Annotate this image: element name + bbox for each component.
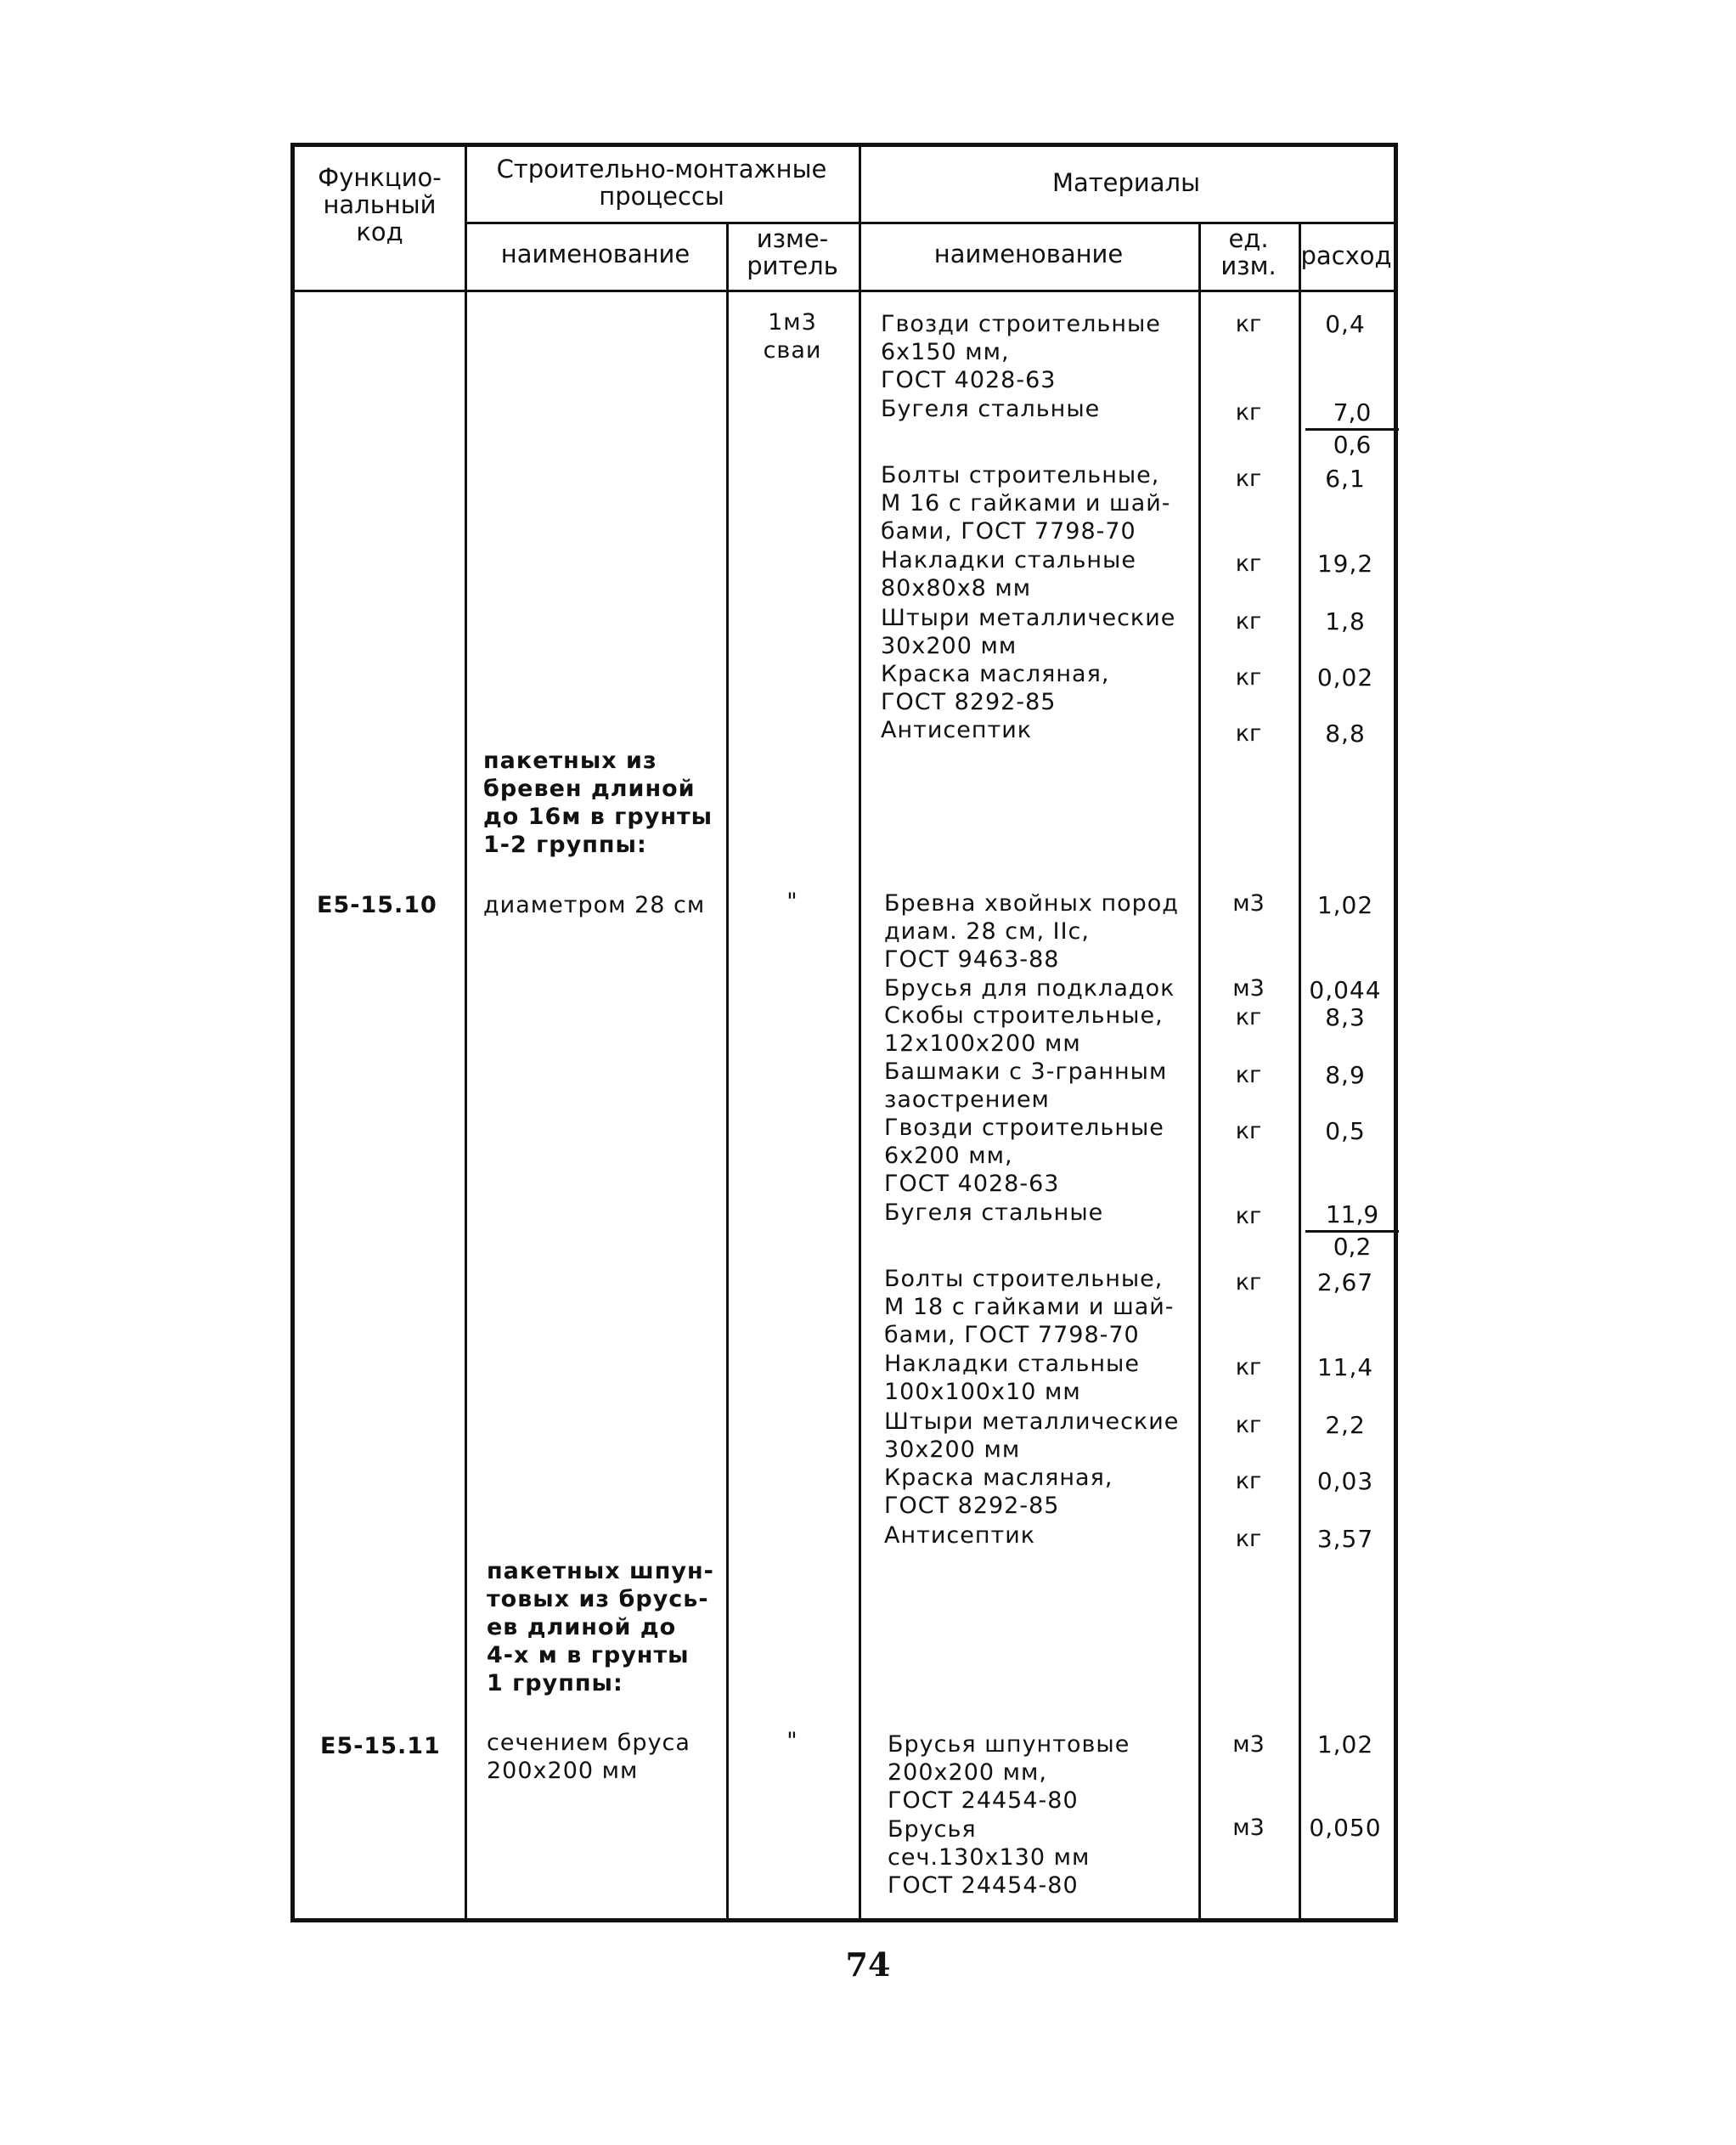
material-name: Краска масляная, ГОСТ 8292-85	[881, 661, 1110, 715]
col-divider-2	[726, 222, 729, 1918]
material-name: Гвозди строительные 6x200 мм, ГОСТ 4028-63	[884, 1115, 1164, 1197]
top-block-meter: 1м3 сваи	[763, 309, 822, 364]
material-rate: 8,3	[1325, 1003, 1366, 1031]
material-name: Гвозди строительные 6x150 мм, ГОСТ 4028-63	[881, 311, 1161, 393]
material-name: Антисептик	[881, 717, 1033, 743]
material-name: Болты строительные, М 18 с гайками и шай- бами, ГОСТ 7798-70	[884, 1266, 1175, 1348]
material-unit: кг	[1235, 1468, 1262, 1494]
material-name: Штыри металлические 30x200 мм	[884, 1408, 1180, 1463]
material-unit: м3	[1232, 1731, 1265, 1758]
material-rate: 1,8	[1325, 607, 1366, 635]
material-name: Штыри металлические 30x200 мм	[881, 605, 1176, 659]
material-name: Бревна хвойных пород диам. 28 см, IIс, ГОСТ 9463-88	[884, 890, 1179, 973]
page-number: 74	[845, 1945, 891, 1984]
material-name: Скобы строительные, 12x100x200 мм	[884, 1002, 1164, 1057]
material-name: Брусья для подкладок	[884, 975, 1175, 1002]
material-unit: м3	[1232, 1815, 1265, 1841]
col-divider-3	[859, 147, 861, 1918]
material-rate: 0,5	[1325, 1117, 1366, 1145]
header-bottom-line	[295, 290, 1394, 292]
material-unit: кг	[1235, 399, 1262, 426]
material-unit: кг	[1235, 466, 1262, 492]
material-rate: 0,03	[1316, 1467, 1374, 1495]
header-mat-unit: ед. изм.	[1220, 224, 1277, 280]
col-divider-1	[465, 147, 467, 1918]
material-unit: кг	[1235, 1203, 1262, 1229]
material-name: Накладки стальные 80x80x8 мм	[881, 547, 1136, 601]
material-name: Болты строительные, М 16 с гайками и шай- бами, ГОСТ 7798-70	[881, 462, 1171, 545]
rate-denominator: 0,2	[1333, 1233, 1372, 1261]
material-unit: кг	[1235, 1526, 1262, 1552]
material-unit: кг	[1235, 311, 1262, 337]
material-unit: кг	[1235, 720, 1262, 747]
material-rate: 11,4	[1316, 1353, 1374, 1381]
material-rate: 6,1	[1325, 465, 1366, 493]
process-name: сечением бруса 200x200 мм	[487, 1730, 690, 1784]
material-rate: 1,02	[1316, 1730, 1374, 1758]
material-unit: кг	[1235, 608, 1262, 635]
material-name: Брусья сеч.130x130 мм ГОСТ 24454-80	[888, 1816, 1091, 1899]
material-unit: кг	[1235, 1412, 1262, 1438]
func-code: Е5-15.10	[317, 892, 437, 918]
group-heading: пакетных шпун- товых из брусь- ев длиной до 4-х м в грунты 1 группы:	[487, 1558, 714, 1696]
material-rate: 2,2	[1325, 1411, 1366, 1439]
material-name: Бугеля стальные	[884, 1200, 1104, 1226]
material-name: Краска масляная, ГОСТ 8292-85	[884, 1465, 1113, 1519]
material-name: Антисептик	[884, 1522, 1036, 1549]
process-meter: "	[786, 1728, 798, 1754]
func-code: Е5-15.11	[320, 1733, 441, 1759]
materials-table	[290, 143, 1398, 1922]
header-proc-meter: изме- ритель	[747, 224, 838, 280]
process-meter: "	[786, 889, 798, 915]
material-name: Башмаки с 3-гранным заострением	[884, 1058, 1168, 1113]
material-unit: кг	[1235, 1354, 1262, 1380]
material-name: Бугеля стальные	[881, 396, 1101, 422]
material-name: Брусья шпунтовые 200x200 мм, ГОСТ 24454-80	[888, 1731, 1130, 1814]
material-unit: кг	[1235, 664, 1262, 691]
material-unit: кг	[1235, 550, 1262, 577]
header-mat-name: наименование	[933, 240, 1124, 268]
header-mat-rate: расход	[1300, 241, 1392, 270]
group-heading: пакетных из бревен длиной до 16м в грунты 1-2 группы:	[483, 748, 713, 858]
material-rate: 0,4	[1325, 310, 1366, 338]
header-processes: Строительно-монтажные процессы	[496, 155, 827, 211]
material-rate: 0,044	[1309, 976, 1382, 1004]
material-unit: м3	[1232, 975, 1265, 1002]
material-rate: 3,57	[1316, 1525, 1374, 1553]
material-unit: кг	[1235, 1118, 1262, 1144]
material-rate: 19,2	[1316, 550, 1374, 578]
material-unit: кг	[1235, 1269, 1262, 1295]
rate-numerator: 7,0	[1305, 398, 1399, 431]
material-rate: 0,050	[1309, 1814, 1382, 1842]
rate-numerator: 11,9	[1305, 1200, 1399, 1233]
material-unit: кг	[1235, 1004, 1262, 1030]
material-rate: 1,02	[1316, 891, 1374, 919]
material-rate: 0,02	[1316, 663, 1374, 691]
header-materials: Материалы	[1052, 168, 1200, 197]
material-rate: 2,67	[1316, 1268, 1374, 1296]
material-rate: 8,8	[1325, 720, 1366, 748]
header-func-code: Функцио- нальный код	[318, 163, 442, 246]
material-rate: 8,9	[1325, 1061, 1366, 1089]
material-rate-fraction	[1305, 398, 1399, 459]
col-divider-4	[1198, 222, 1201, 1918]
rate-denominator: 0,6	[1333, 431, 1372, 459]
material-unit: кг	[1235, 1062, 1262, 1088]
material-unit: м3	[1232, 890, 1265, 917]
material-name: Накладки стальные 100x100x10 мм	[884, 1351, 1140, 1405]
material-rate-fraction	[1305, 1200, 1399, 1261]
header-proc-name: наименование	[500, 240, 690, 268]
process-name: диаметром 28 см	[483, 892, 706, 918]
